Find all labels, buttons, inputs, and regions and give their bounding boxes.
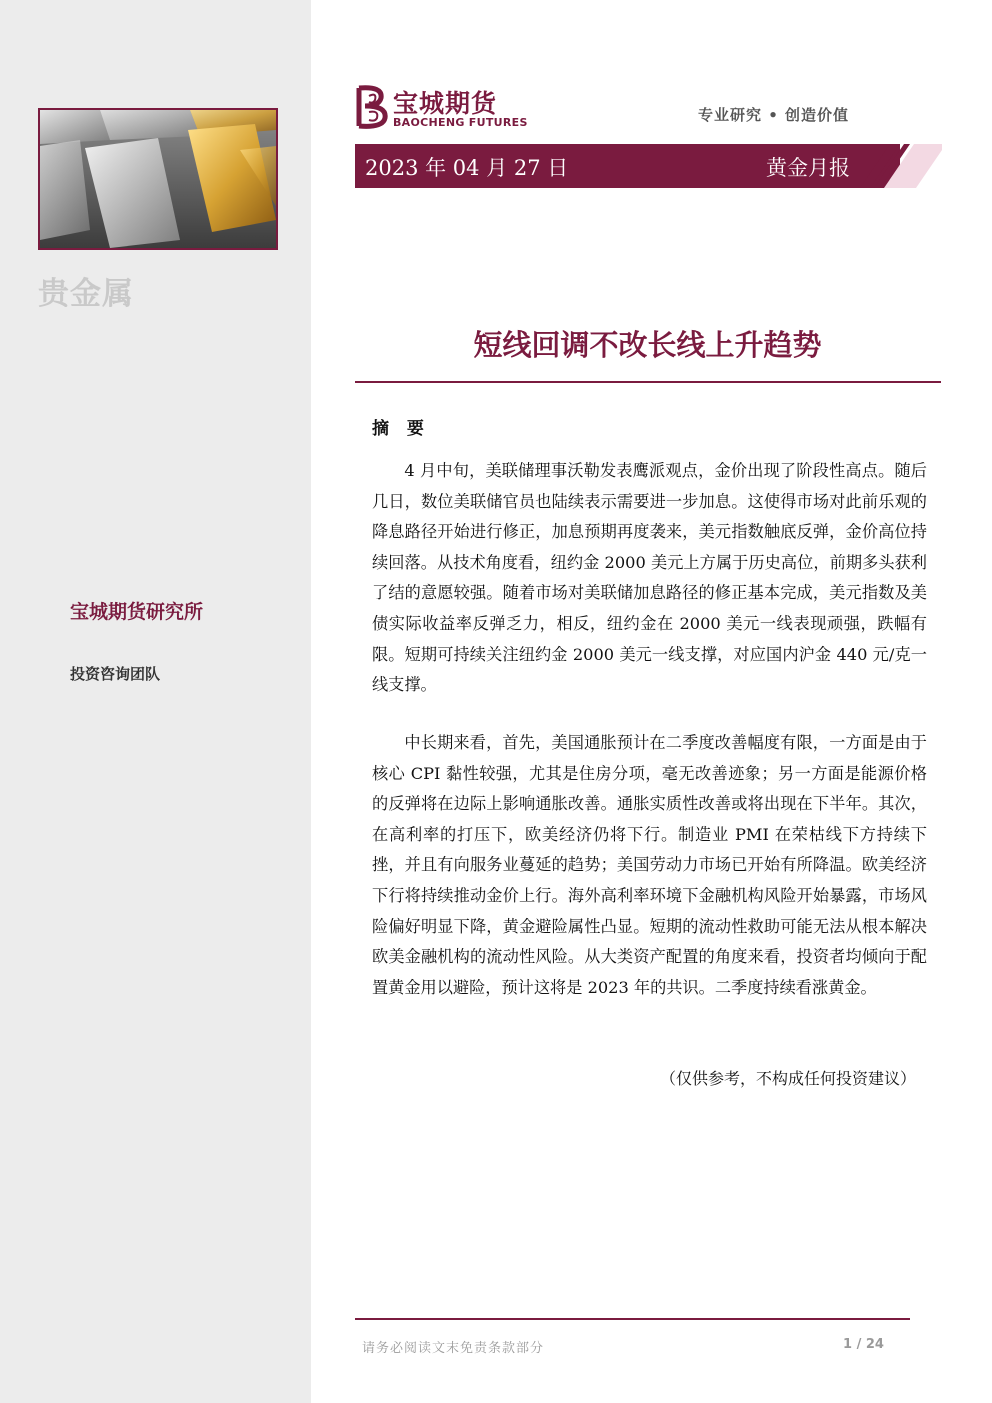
logo-chinese-name: 宝城期货: [393, 89, 498, 118]
report-date: 2023 年 04 月 27 日: [365, 156, 569, 180]
abstract-heading: 摘 要: [372, 419, 430, 439]
footer-notice: 请务必阅读文末免责条款部分: [362, 1341, 545, 1356]
footer-divider: [355, 1318, 910, 1320]
page-number: 1 / 24: [843, 1337, 884, 1352]
sidebar: [0, 0, 311, 1403]
bullion-illustration: [40, 110, 276, 248]
category-label: 贵金属: [38, 276, 134, 312]
report-title: 短线回调不改长线上升趋势: [473, 328, 822, 362]
banner-stripes-decoration: [860, 144, 942, 188]
institute-name: 宝城期货研究所: [70, 601, 204, 623]
date-banner: [355, 144, 900, 188]
company-logo: [355, 84, 535, 132]
team-name: 投资咨询团队: [70, 665, 161, 683]
slogan: 专业研究 • 创造价值: [698, 106, 850, 124]
report-type: 黄金月报: [766, 156, 850, 180]
logo-b-icon: [355, 84, 391, 130]
title-divider: [355, 381, 941, 383]
abstract-paragraph-1: 4 月中旬，美联储理事沃勒发表鹰派观点，金价出现了阶段性高点。随后几日，数位美联储官员也陆续表示需要进一步加息。这使得市场对此前乐观的降息路径开始进行修正，加息预期再度袭来，美元指数触底反弹，金价高位持续回落。从技术角度看，纽约金 2000 美元上方属于历史高位，前期多头获利了结的意愿较强。随着市场对美联储加息路径的修正基本完成，美元指数及美债实际收益率反弹乏力，相反，纽约金在 2000 美元一线表现顽强，跌幅有限。短期可持续关注纽约金 2000 美元一线支撑，对应国内沪金 440 元/克一线支撑。: [372, 461, 927, 695]
investment-disclaimer: （仅供参考，不构成任何投资建议）: [659, 1069, 916, 1088]
logo-english-name: BAOCHENG FUTURES: [393, 116, 528, 129]
gold-silver-bars-image: [38, 108, 278, 250]
abstract-paragraph-2: 中长期来看，首先，美国通胀预计在二季度改善幅度有限，一方面是由于核心 CPI 黏性较强，尤其是住房分项，毫无改善迹象；另一方面是能源价格的反弹将在边际上影响通胀改善。通胀实质性改善或将出现在下半年。其次，在高利率的打压下，欧美经济仍将下行。制造业 PMI 在荣枯线下方持续下挫，并且有向服务业蔓延的趋势；美国劳动力市场已开始有所降温。欧美经济下行将持续推动金价上行。海外高利率环境下金融机构风险开始暴露，市场风险偏好明显下降，黄金避险属性凸显。短期的流动性救助可能无法从根本解决欧美金融机构的流动性风险。从大类资产配置的角度来看，投资者均倾向于配置黄金用以避险，预计这将是 2023 年的共识。二季度持续看涨黄金。: [372, 733, 927, 997]
